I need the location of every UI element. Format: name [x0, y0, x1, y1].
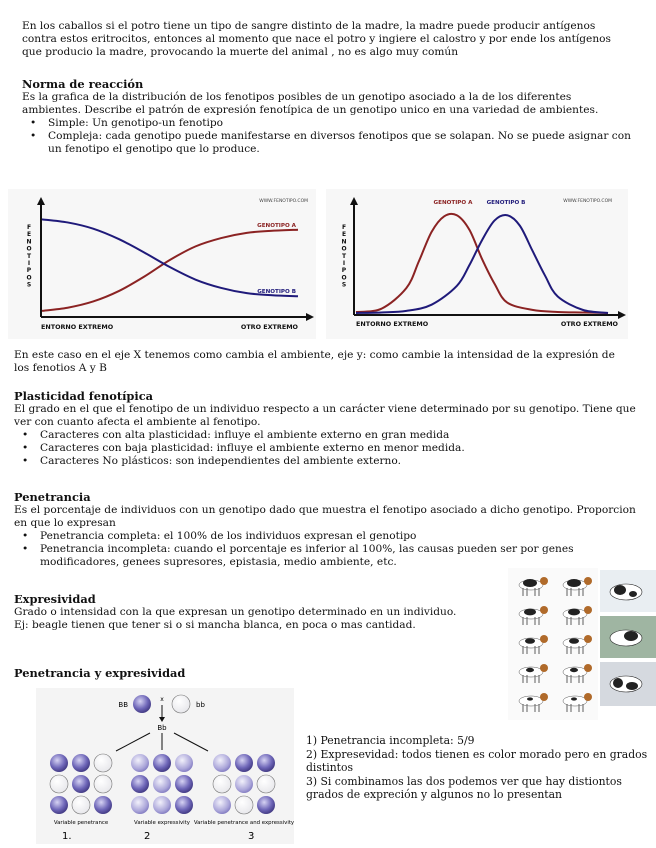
- chart-2-x-arrow: [618, 311, 626, 319]
- caption-2: Variable expressivity: [134, 820, 190, 826]
- expresividad-text: Grado o intensidad con la que expresan un genotipo determinado en un individuo.: [14, 606, 457, 618]
- chart-1-x-arrow: [306, 313, 314, 321]
- chart-2-legend-a: GENOTIPO A: [433, 200, 473, 206]
- offspring-circle: [175, 796, 193, 814]
- penetrancia-section: [14, 490, 644, 569]
- branch-right: [174, 733, 208, 751]
- intro-text: En los caballos si el potro tiene un tipo de sangre distinto de la madre, la madre puede producir antígenos contra estos eritrocitos, entonces al momento que nace el potro y ingiere el calostro y por ende los antígenos que producio la madre, provocando la muerte del animal , no es algo muy común: [22, 20, 611, 58]
- norma-list: [22, 117, 632, 156]
- cross-right-label: bb: [196, 701, 205, 709]
- intro-section: [22, 20, 622, 59]
- ylabel-letter: S: [341, 281, 347, 289]
- ylabel-letter: O: [341, 245, 347, 253]
- offspring-circle: [213, 775, 231, 793]
- list-item: • Penetrancia incompleta: cuando el porcentaje es inferior al 100%, las causas pueden ser por genes modificadores, genees supresores, epistasia, medio ambiente, etc.: [14, 543, 644, 569]
- chart-1-legend-a: GENOTIPO A: [257, 223, 296, 229]
- offspring-circle: [175, 775, 193, 793]
- offspring-circle: [235, 754, 253, 772]
- offspring-circle: [94, 754, 112, 772]
- pen-exp-notes: [306, 734, 652, 802]
- chart-1-watermark: WWW.FENOTIPO.COM: [259, 199, 308, 204]
- offspring-circle: [213, 796, 231, 814]
- offspring-circle: [72, 775, 90, 793]
- ylabel-letter: E: [341, 231, 347, 239]
- expresividad-example: Ej: beagle tienen que tener si o si mancha blanca, en poca o mas cantidad.: [14, 619, 416, 631]
- chart-2-svg: [326, 189, 628, 339]
- chart-2-legend-b: GENOTIPO B: [486, 200, 526, 206]
- chart-2-y-arrow: [350, 197, 358, 205]
- norma-section: [22, 77, 632, 156]
- offspring-circle: [72, 754, 90, 772]
- chart-2-xtick-right: OTRO EXTREMO: [560, 320, 618, 328]
- number-2: 2: [144, 831, 151, 842]
- ylabel-letter: T: [341, 252, 347, 260]
- chart-2-ylabel: [341, 224, 347, 289]
- ylabel-letter: O: [341, 274, 347, 282]
- plasticidad-section: [14, 389, 644, 468]
- ylabel-letter: P: [341, 267, 347, 275]
- offspring-circle: [153, 754, 171, 772]
- offspring-circle: [257, 754, 275, 772]
- plasticidad-title: Plasticidad fenotípica: [14, 389, 154, 403]
- chart-1-y-arrow: [37, 197, 45, 205]
- chart-2-series-b-line: [356, 215, 608, 313]
- offspring-circle: [257, 796, 275, 814]
- offspring-circle: [50, 796, 68, 814]
- pen-exp-section: [14, 666, 314, 680]
- offspring-circle: [153, 796, 171, 814]
- note-3: 3) Si combinamos las dos podemos ver que hay distiontos grados de expreción y algunos no lo presentan: [306, 774, 622, 801]
- cross-parent-bb-dominant: [133, 695, 151, 713]
- chart-note-section: [14, 349, 624, 375]
- offspring-circle: [235, 775, 253, 793]
- list-item: • Caracteres No plásticos: son independientes del ambiente externo.: [14, 455, 644, 468]
- offspring-circle: [153, 775, 171, 793]
- offspring-circle: [50, 775, 68, 793]
- chart-1-series-a-line: [42, 230, 298, 311]
- norma-title: Norma de reacción: [22, 77, 144, 91]
- plasticidad-text: El grado en el que el fenotipo de un individuo respecto a un carácter viene determinado por su genotipo. Tiene que ver con cuanto afecta el ambiente al fenotipo.: [14, 403, 636, 428]
- offspring-circle: [131, 796, 149, 814]
- ylabel-letter: F: [26, 224, 32, 231]
- list-item: • Simple: Un genotipo-un fenotipo: [22, 117, 632, 130]
- ylabel-letter: O: [26, 274, 32, 282]
- ylabel-letter: E: [26, 231, 32, 239]
- expresividad-section: [14, 592, 514, 632]
- ylabel-letter: N: [341, 238, 347, 246]
- expresividad-title: Expresividad: [14, 592, 96, 606]
- animal-photos: [508, 568, 656, 720]
- chart-2-watermark: WWW.FENOTIPO.COM: [563, 199, 612, 204]
- list-item: • Caracteres con alta plasticidad: influye el ambiente externo en gran medida: [14, 429, 644, 442]
- offspring-circle: [175, 754, 193, 772]
- ylabel-letter: T: [26, 252, 32, 260]
- plasticidad-list: [14, 429, 644, 468]
- pen-exp-diagram: [36, 688, 294, 844]
- chart-note: En este caso en el eje X tenemos como cambia el ambiente, eje y: como cambie la intensidad de la expresión de los fenotios A y B: [14, 349, 615, 374]
- offspring-circle: [131, 775, 149, 793]
- penetrancia-title: Penetrancia: [14, 490, 91, 504]
- chart-1-svg: [8, 189, 316, 339]
- ylabel-letter: P: [26, 267, 32, 275]
- chart-2-xtick-left: ENTORNO EXTREMO: [356, 320, 429, 328]
- penetrancia-text: Es el porcentaje de individuos con un genotipo dado que muestra el fenotipo asociado a dicho genotipo. Proporcion en que lo expresan: [14, 504, 636, 529]
- animal-photos-svg: [508, 568, 656, 720]
- caption-3: Variable penetrance and expressivity: [193, 820, 294, 826]
- offspring-circle: [72, 796, 90, 814]
- ylabel-letter: I: [342, 260, 346, 267]
- list-item: • Penetrancia completa: el 100% de los individuos expresan el genotipo: [14, 530, 644, 543]
- offspring-circle: [50, 754, 68, 772]
- caption-1: Variable penetrance: [53, 820, 109, 826]
- list-item: • Caracteres con baja plasticidad: influye el ambiente externo en menor medida.: [14, 442, 644, 455]
- note-2: 2) Expresevidad: todos tienen es color morado pero en grados distintos: [306, 747, 648, 774]
- chart-2: [326, 189, 628, 339]
- ylabel-letter: S: [26, 281, 32, 289]
- chart-1-xtick-right: OTRO EXTREMO: [240, 323, 298, 331]
- chart-2-series-a-line: [356, 214, 608, 313]
- chart-1: [8, 189, 316, 339]
- list-item: • Compleja: cada genotipo puede manifestarse en diversos fenotipos que se solapan. No se puede asignar con un fenotipo el genotipo que lo produce.: [22, 130, 632, 156]
- pen-exp-diagram-svg: [36, 688, 294, 844]
- cross-times: x: [160, 696, 164, 703]
- ylabel-letter: N: [26, 238, 32, 246]
- ylabel-letter: I: [27, 260, 31, 267]
- cross-left-label: BB: [118, 701, 128, 709]
- cross-child-label: Bb: [157, 724, 167, 732]
- chart-1-xtick-left: ENTORNO EXTREMO: [41, 323, 114, 331]
- number-1: 1.: [62, 831, 72, 842]
- branch-left: [116, 733, 150, 751]
- offspring-circle: [94, 775, 112, 793]
- offspring-circle: [213, 754, 231, 772]
- chart-1-ylabel: [26, 224, 32, 289]
- offspring-circle: [131, 754, 149, 772]
- note-1: 1) Penetrancia incompleta: 5/9: [306, 734, 475, 747]
- offspring-circle: [235, 796, 253, 814]
- penetrancia-list: [14, 530, 644, 569]
- cross-down-arrowhead: [159, 717, 165, 722]
- number-3: 3: [248, 831, 255, 842]
- cross-parent-bb-recessive: [172, 695, 190, 713]
- ylabel-letter: F: [341, 224, 347, 231]
- ylabel-letter: O: [26, 245, 32, 253]
- pen-exp-title: Penetrancia y expresividad: [14, 666, 186, 680]
- offspring-circle: [257, 775, 275, 793]
- offspring-circle: [94, 796, 112, 814]
- offspring-circles: [50, 754, 275, 814]
- norma-text: Es la grafica de la distribución de los fenotipos posibles de un genotipo asociado a la de los diferentes ambientes. Describe el patrón de expresión fenotípica de un genotipo unico en una variedad de ambientes.: [22, 91, 599, 116]
- chart-1-legend-b: GENOTIPO B: [257, 289, 296, 295]
